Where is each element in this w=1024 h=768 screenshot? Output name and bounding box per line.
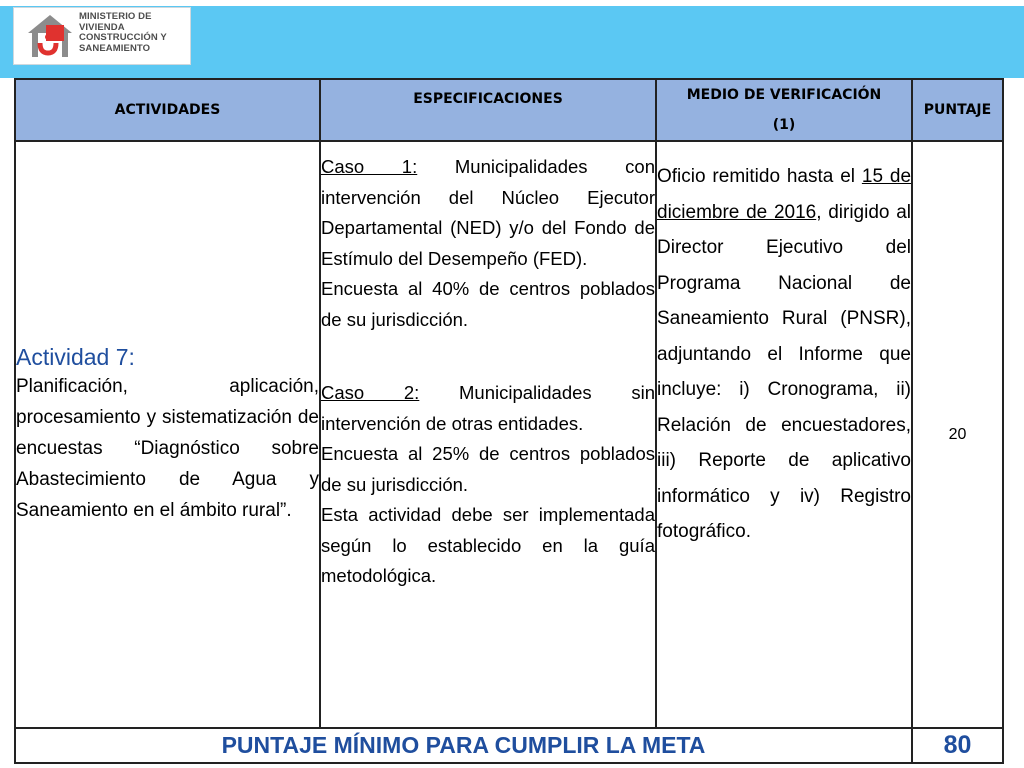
- minimum-score-label: PUNTAJE MÍNIMO PARA CUMPLIR LA META: [15, 728, 912, 763]
- verification-cell: [656, 141, 912, 728]
- col-header-medio: [656, 79, 912, 141]
- table-row: [15, 141, 1003, 728]
- case-2: [321, 378, 655, 439]
- activity-cell: [15, 141, 320, 728]
- top-banner-edge: [0, 0, 1024, 6]
- logo-line-4: SANEAMIENTO: [79, 42, 151, 54]
- activity-title: Actividad 7:: [16, 344, 135, 370]
- case-1-text: Municipalidades con intervención del Núcleo Ejecutor Departamental (NED) y/o del Fondo de Estímulo del Desempeño (FED).: [321, 156, 655, 269]
- col-header-puntaje: PUNTAJE: [912, 79, 1003, 141]
- case-2-survey: Encuesta al 25% de centros poblados de su jurisdicción.: [321, 443, 655, 495]
- logo-line-2: VIVIENDA: [79, 21, 125, 33]
- table-header-row: [15, 79, 1003, 141]
- methodology-note: Esta actividad debe ser implementada según lo establecido en la guía metodológica.: [321, 504, 655, 586]
- verification-rest: , dirigido al Director Ejecutivo del Programa Nacional de Saneamiento Rural (PNSR), adjuntando el Informe que incluye: i) Cronograma, ii) Relación de encuestadores, iii) Reporte de aplicativo informático y iv) Registro fotográfico.: [657, 201, 911, 542]
- case-1: [321, 152, 655, 274]
- verification-prefix: Oficio remitido hasta el: [657, 166, 862, 187]
- minimum-score-value: 80: [912, 728, 1003, 763]
- table-footer-row: [15, 728, 1003, 763]
- case-1-survey: Encuesta al 40% de centros poblados de su jurisdicción.: [321, 278, 655, 330]
- case-2-label: Caso 2:: [321, 382, 420, 403]
- score-cell: 20: [912, 141, 1003, 728]
- case-1-label: Caso 1:: [321, 156, 418, 177]
- logo-text: [79, 12, 189, 54]
- ministry-house-icon: [26, 13, 74, 61]
- ministry-logo: [13, 7, 191, 65]
- case-2-text: Municipalidades sin intervención de otras entidades.: [321, 382, 655, 434]
- activity-description: Planificación, aplicación, procesamiento y sistematización de encuestas “Diagnóstico sobre Abastecimiento de Agua y Saneamiento en el ámbito rural”.: [16, 376, 319, 521]
- activities-table: [14, 78, 1004, 764]
- top-banner: [0, 0, 1024, 78]
- col-header-especificaciones-label: ESPECIFICACIONES: [413, 91, 563, 107]
- verification-date: 15 de diciembre de 2016: [657, 166, 912, 223]
- col-header-especificaciones: [320, 79, 656, 141]
- logo-line-1: MINISTERIO DE: [79, 11, 152, 22]
- col-header-medio-note: (1): [772, 117, 796, 133]
- col-header-medio-label: MEDIO DE VERIFICACIÓN: [686, 87, 882, 103]
- logo-line-3: CONSTRUCCIÓN Y: [79, 32, 167, 43]
- col-header-actividades: ACTIVIDADES: [15, 79, 320, 141]
- specifications-cell: [320, 141, 656, 728]
